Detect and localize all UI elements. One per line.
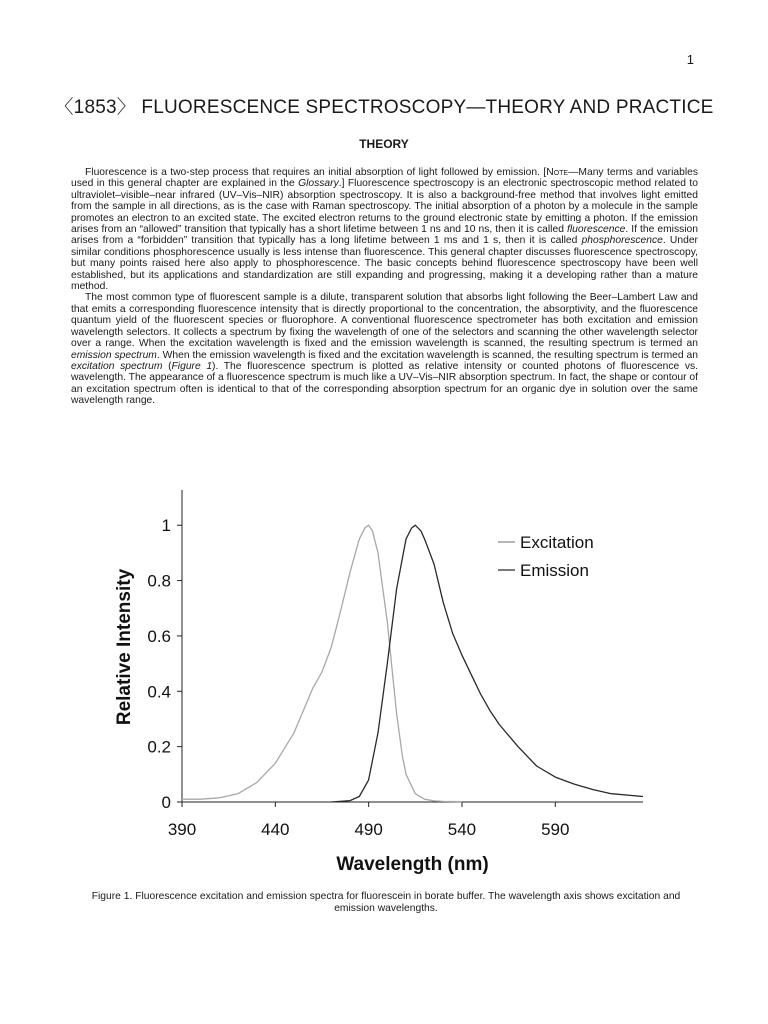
- paragraph-2: The most common type of fluorescent sample is a dilute, transparent solution that absorbs light following the Beer–Lambert Law and that emits a corresponding fluorescence intensity that is directly proportional to the concentration, the absorptivity, and the fluorescence quantum yield of the fluorescent species or fluorophore. A conventional fluorescence spectrometer has both excitation and emission wavelength selectors. It collects a spectrum by fixing the wavelength of one of the selectors and scanning the other wavelength selector over a range. When the excitation wavelength is fixed and the emission wavelength is scanned, the resulting spectrum is termed an emission spectrum. When the emission wavelength is fixed and the excitation wavelength is scanned, the resulting spectrum is termed an excitation spectrum (Figure 1). The fluorescence spectrum is plotted as relative intensity or counted photons of fluorescence vs. wavelength. The appearance of a fluorescence spectrum is much like a UV–Vis–NIR absorption spectrum. In fact, the shape or contour of an excitation spectrum often is identical to that of the corresponding absorption spectrum for an organic dye in solution over the same wavelength range.: [71, 292, 698, 407]
- y-tick-label: 0.6: [147, 626, 171, 646]
- y-tick-label: 0.4: [147, 682, 171, 702]
- page-number: 1: [686, 52, 694, 67]
- glossary-reference: Glossary: [298, 178, 339, 190]
- legend-label-emission: Emission: [520, 561, 589, 580]
- y-tick-label: 0: [161, 793, 171, 812]
- chapter-title: 〈1853〉 FLUORESCENCE SPECTROSCOPY—THEORY AND PRACTICE: [54, 97, 714, 118]
- legend-label-excitation: Excitation: [520, 533, 594, 552]
- spectra-chart: [95, 478, 665, 888]
- figure-reference: Figure 1: [171, 360, 213, 372]
- x-tick-label: 390: [167, 820, 197, 839]
- term-excitation-spectrum: excitation spectrum: [71, 360, 163, 372]
- y-axis-label: Relative Intensity: [114, 568, 135, 726]
- figure-caption: Figure 1. Fluorescence excitation and emission spectra for fluorescein in borate buffer. The wavelength axis shows excitation and emission wavelengths.: [91, 891, 681, 914]
- x-tick-label: 440: [261, 820, 290, 839]
- body-text: [71, 167, 698, 407]
- x-tick-label: 590: [541, 820, 570, 839]
- series-line-excitation: [182, 525, 462, 802]
- x-tick-label: 490: [354, 820, 383, 839]
- paragraph-1: Fluorescence is a two-step process that requires an initial absorption of light followed by emission. [Note—Many terms and variables used in this general chapter are explained in the Glossary.] Fluorescence spectroscopy is an electronic spectroscopic method related to ultraviolet–visible–near infrared (UV–Vis–NIR) absorption spectroscopy. It is also a background-free method that involves light emitted from the sample in all directions, as is the case with Raman spectroscopy. The initial absorption of a photon by a molecule in the sample promotes an electron to an excited state. The excited electron returns to the ground electronic state by emitting a photon. If the emission arises from an “allowed” transition that typically has a short lifetime between 1 ns and 10 ns, then it is called fluorescence. If the emission arises from a “forbidden” transition that typically has a long lifetime between 1 ms and 1 s, then it is called phosphorescence. Under similar conditions phosphorescence usually is less intense than fluorescence. This general chapter discusses fluorescence spectroscopy, but many points raised here also apply to phosphorescence. The basic concepts behind fluorescence spectroscopy have been well established, but its applications and standardization are still expanding and progressing, making it a developing rather than a mature method.: [71, 167, 699, 293]
- series-line-emission: [331, 525, 643, 802]
- term-fluorescence: fluorescence: [566, 224, 626, 236]
- term-phosphorescence: phosphorescence: [581, 235, 663, 247]
- x-axis-label: Wavelength (nm): [336, 854, 489, 875]
- term-emission-spectrum: emission spectrum: [71, 349, 157, 361]
- note-label: Note: [546, 167, 569, 178]
- y-tick-label: 0.8: [147, 571, 171, 591]
- y-tick-label: 0.2: [147, 737, 171, 757]
- y-tick-label: 1: [161, 516, 171, 536]
- x-tick-label: 540: [447, 820, 477, 839]
- section-heading: THEORY: [359, 137, 409, 151]
